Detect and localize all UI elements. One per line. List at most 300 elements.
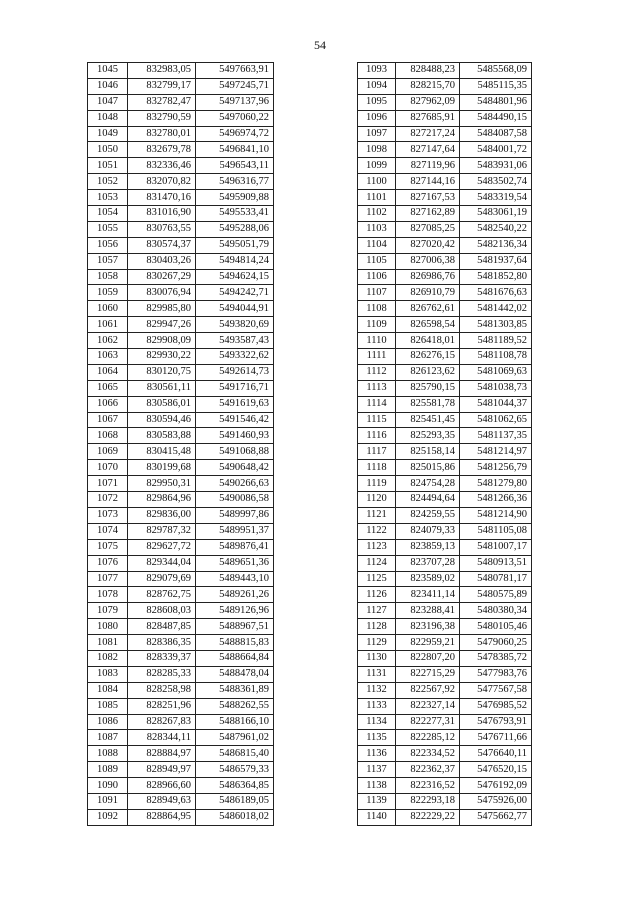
table-row: [358, 730, 532, 746]
table-row: [358, 682, 532, 698]
x-coordinate-cell: 822715,29: [396, 666, 460, 682]
x-coordinate-cell: 828864,95: [128, 809, 196, 825]
y-coordinate-cell: 5481279,80: [460, 476, 532, 492]
table-row: [358, 110, 532, 126]
point-number-cell: 1099: [358, 158, 396, 174]
y-coordinate-cell: 5490086,58: [196, 492, 274, 508]
x-coordinate-cell: 832070,82: [128, 174, 196, 190]
y-coordinate-cell: 5480105,46: [460, 619, 532, 635]
y-coordinate-cell: 5481069,63: [460, 364, 532, 380]
y-coordinate-cell: 5486189,05: [196, 793, 274, 809]
y-coordinate-cell: 5477567,58: [460, 682, 532, 698]
x-coordinate-cell: 829985,80: [128, 301, 196, 317]
x-coordinate-cell: 830120,75: [128, 364, 196, 380]
x-coordinate-cell: 828258,98: [128, 682, 196, 698]
point-number-cell: 1057: [88, 253, 128, 269]
x-coordinate-cell: 822334,52: [396, 746, 460, 762]
y-coordinate-cell: 5481303,85: [460, 317, 532, 333]
point-number-cell: 1122: [358, 523, 396, 539]
x-coordinate-cell: 822285,12: [396, 730, 460, 746]
table-row: [88, 571, 274, 587]
table-row: [358, 666, 532, 682]
y-coordinate-cell: 5488166,10: [196, 714, 274, 730]
point-number-cell: 1124: [358, 555, 396, 571]
table-row: [358, 746, 532, 762]
x-coordinate-cell: 830594,46: [128, 412, 196, 428]
x-coordinate-cell: 828386,35: [128, 635, 196, 651]
table-row: [88, 746, 274, 762]
table-row: [88, 507, 274, 523]
x-coordinate-cell: 829947,26: [128, 317, 196, 333]
y-coordinate-cell: 5475662,77: [460, 809, 532, 825]
point-number-cell: 1083: [88, 666, 128, 682]
table-row: [358, 317, 532, 333]
y-coordinate-cell: 5488262,55: [196, 698, 274, 714]
table-row: [358, 253, 532, 269]
table-row: [88, 158, 274, 174]
table-row: [358, 809, 532, 825]
point-number-cell: 1059: [88, 285, 128, 301]
table-row: [358, 460, 532, 476]
point-number-cell: 1106: [358, 269, 396, 285]
x-coordinate-cell: 828488,23: [396, 63, 460, 79]
y-coordinate-cell: 5494242,71: [196, 285, 274, 301]
y-coordinate-cell: 5493322,62: [196, 349, 274, 365]
y-coordinate-cell: 5484001,72: [460, 142, 532, 158]
y-coordinate-cell: 5489651,36: [196, 555, 274, 571]
x-coordinate-cell: 823411,14: [396, 587, 460, 603]
point-number-cell: 1076: [88, 555, 128, 571]
point-number-cell: 1045: [88, 63, 128, 79]
point-number-cell: 1115: [358, 412, 396, 428]
point-number-cell: 1134: [358, 714, 396, 730]
table-row: [88, 714, 274, 730]
table-row: [358, 380, 532, 396]
y-coordinate-cell: 5486018,02: [196, 809, 274, 825]
point-number-cell: 1074: [88, 523, 128, 539]
point-number-cell: 1091: [88, 793, 128, 809]
table-row: [88, 428, 274, 444]
table-row: [88, 698, 274, 714]
point-number-cell: 1140: [358, 809, 396, 825]
x-coordinate-cell: 826598,54: [396, 317, 460, 333]
table-row: [88, 396, 274, 412]
table-row: [88, 682, 274, 698]
y-coordinate-cell: 5481007,17: [460, 539, 532, 555]
point-number-cell: 1052: [88, 174, 128, 190]
y-coordinate-cell: 5495533,41: [196, 206, 274, 222]
y-coordinate-cell: 5480380,34: [460, 603, 532, 619]
y-coordinate-cell: 5491546,42: [196, 412, 274, 428]
point-number-cell: 1068: [88, 428, 128, 444]
table-row: [358, 778, 532, 794]
point-number-cell: 1050: [88, 142, 128, 158]
table-row: [358, 364, 532, 380]
table-row: [358, 507, 532, 523]
x-coordinate-cell: 824079,33: [396, 523, 460, 539]
x-coordinate-cell: 822327,14: [396, 698, 460, 714]
y-coordinate-cell: 5497137,96: [196, 94, 274, 110]
point-number-cell: 1137: [358, 762, 396, 778]
table-row: [358, 237, 532, 253]
table-row: [88, 206, 274, 222]
table-row: [358, 492, 532, 508]
table-row: [88, 539, 274, 555]
y-coordinate-cell: 5481676,63: [460, 285, 532, 301]
table-row: [88, 650, 274, 666]
table-row: [358, 762, 532, 778]
y-coordinate-cell: 5497245,71: [196, 78, 274, 94]
point-number-cell: 1081: [88, 635, 128, 651]
point-number-cell: 1130: [358, 650, 396, 666]
y-coordinate-cell: 5497060,22: [196, 110, 274, 126]
x-coordinate-cell: 827020,42: [396, 237, 460, 253]
point-number-cell: 1100: [358, 174, 396, 190]
y-coordinate-cell: 5481442,02: [460, 301, 532, 317]
table-row: [88, 555, 274, 571]
table-row: [88, 63, 274, 79]
x-coordinate-cell: 825158,14: [396, 444, 460, 460]
point-number-cell: 1058: [88, 269, 128, 285]
table-row: [358, 206, 532, 222]
point-number-cell: 1063: [88, 349, 128, 365]
table-row: [88, 476, 274, 492]
y-coordinate-cell: 5490266,63: [196, 476, 274, 492]
y-coordinate-cell: 5495909,88: [196, 190, 274, 206]
y-coordinate-cell: 5476985,52: [460, 698, 532, 714]
point-number-cell: 1103: [358, 221, 396, 237]
table-row: [358, 333, 532, 349]
point-number-cell: 1085: [88, 698, 128, 714]
x-coordinate-cell: 832790,59: [128, 110, 196, 126]
x-coordinate-cell: 822807,20: [396, 650, 460, 666]
point-number-cell: 1056: [88, 237, 128, 253]
y-coordinate-cell: 5476640,11: [460, 746, 532, 762]
point-number-cell: 1139: [358, 793, 396, 809]
table-row: [88, 635, 274, 651]
y-coordinate-cell: 5489443,10: [196, 571, 274, 587]
y-coordinate-cell: 5496841,10: [196, 142, 274, 158]
point-number-cell: 1110: [358, 333, 396, 349]
table-row: [88, 793, 274, 809]
x-coordinate-cell: 827085,25: [396, 221, 460, 237]
table-row: [358, 126, 532, 142]
x-coordinate-cell: 825790,15: [396, 380, 460, 396]
point-number-cell: 1116: [358, 428, 396, 444]
point-number-cell: 1088: [88, 746, 128, 762]
point-number-cell: 1055: [88, 221, 128, 237]
y-coordinate-cell: 5494044,91: [196, 301, 274, 317]
point-number-cell: 1119: [358, 476, 396, 492]
table-row: [88, 523, 274, 539]
y-coordinate-cell: 5496543,11: [196, 158, 274, 174]
x-coordinate-cell: 828762,75: [128, 587, 196, 603]
y-coordinate-cell: 5481062,65: [460, 412, 532, 428]
table-row: [88, 730, 274, 746]
table-row: [88, 78, 274, 94]
y-coordinate-cell: 5483061,19: [460, 206, 532, 222]
x-coordinate-cell: 828344,11: [128, 730, 196, 746]
y-coordinate-cell: 5481214,90: [460, 507, 532, 523]
table-row: [88, 333, 274, 349]
x-coordinate-cell: 822362,37: [396, 762, 460, 778]
x-coordinate-cell: 829787,32: [128, 523, 196, 539]
table-row: [88, 190, 274, 206]
y-coordinate-cell: 5481137,35: [460, 428, 532, 444]
table-row: [358, 587, 532, 603]
point-number-cell: 1118: [358, 460, 396, 476]
y-coordinate-cell: 5478385,72: [460, 650, 532, 666]
table-row: [358, 94, 532, 110]
y-coordinate-cell: 5484087,58: [460, 126, 532, 142]
y-coordinate-cell: 5488967,51: [196, 619, 274, 635]
x-coordinate-cell: 828884,97: [128, 746, 196, 762]
point-number-cell: 1082: [88, 650, 128, 666]
point-number-cell: 1046: [88, 78, 128, 94]
point-number-cell: 1064: [88, 364, 128, 380]
table-row: [88, 94, 274, 110]
point-number-cell: 1131: [358, 666, 396, 682]
x-coordinate-cell: 830574,37: [128, 237, 196, 253]
point-number-cell: 1066: [88, 396, 128, 412]
table-row: [358, 635, 532, 651]
point-number-cell: 1107: [358, 285, 396, 301]
table-row: [358, 78, 532, 94]
point-number-cell: 1072: [88, 492, 128, 508]
point-number-cell: 1067: [88, 412, 128, 428]
y-coordinate-cell: 5481044,37: [460, 396, 532, 412]
point-number-cell: 1112: [358, 364, 396, 380]
y-coordinate-cell: 5486815,40: [196, 746, 274, 762]
table-row: [88, 762, 274, 778]
y-coordinate-cell: 5484801,96: [460, 94, 532, 110]
point-number-cell: 1075: [88, 539, 128, 555]
point-number-cell: 1117: [358, 444, 396, 460]
table-row: [358, 396, 532, 412]
y-coordinate-cell: 5489261,26: [196, 587, 274, 603]
point-number-cell: 1053: [88, 190, 128, 206]
x-coordinate-cell: 828487,85: [128, 619, 196, 635]
x-coordinate-cell: 828285,33: [128, 666, 196, 682]
y-coordinate-cell: 5496316,77: [196, 174, 274, 190]
coordinates-table-left: [87, 62, 274, 826]
y-coordinate-cell: 5488361,89: [196, 682, 274, 698]
x-coordinate-cell: 827006,38: [396, 253, 460, 269]
point-number-cell: 1138: [358, 778, 396, 794]
x-coordinate-cell: 832782,47: [128, 94, 196, 110]
point-number-cell: 1089: [88, 762, 128, 778]
x-coordinate-cell: 826276,15: [396, 349, 460, 365]
y-coordinate-cell: 5480575,89: [460, 587, 532, 603]
y-coordinate-cell: 5485115,35: [460, 78, 532, 94]
x-coordinate-cell: 827685,91: [396, 110, 460, 126]
x-coordinate-cell: 832799,17: [128, 78, 196, 94]
x-coordinate-cell: 829079,69: [128, 571, 196, 587]
point-number-cell: 1060: [88, 301, 128, 317]
point-number-cell: 1062: [88, 333, 128, 349]
y-coordinate-cell: 5481256,79: [460, 460, 532, 476]
table-row: [88, 412, 274, 428]
table-row: [88, 174, 274, 190]
x-coordinate-cell: 826418,01: [396, 333, 460, 349]
table-row: [88, 619, 274, 635]
point-number-cell: 1129: [358, 635, 396, 651]
point-number-cell: 1093: [358, 63, 396, 79]
x-coordinate-cell: 824494,64: [396, 492, 460, 508]
y-coordinate-cell: 5481189,52: [460, 333, 532, 349]
y-coordinate-cell: 5489951,37: [196, 523, 274, 539]
x-coordinate-cell: 826986,76: [396, 269, 460, 285]
x-coordinate-cell: 826910,79: [396, 285, 460, 301]
x-coordinate-cell: 827962,09: [396, 94, 460, 110]
table-row: [358, 142, 532, 158]
x-coordinate-cell: 828966,60: [128, 778, 196, 794]
x-coordinate-cell: 822229,22: [396, 809, 460, 825]
y-coordinate-cell: 5476711,66: [460, 730, 532, 746]
y-coordinate-cell: 5494624,15: [196, 269, 274, 285]
table-row: [358, 174, 532, 190]
x-coordinate-cell: 830076,94: [128, 285, 196, 301]
table-row: [358, 428, 532, 444]
point-number-cell: 1061: [88, 317, 128, 333]
x-coordinate-cell: 825015,86: [396, 460, 460, 476]
table-row: [358, 349, 532, 365]
y-coordinate-cell: 5489876,41: [196, 539, 274, 555]
table-row: [358, 444, 532, 460]
x-coordinate-cell: 828949,97: [128, 762, 196, 778]
y-coordinate-cell: 5491068,88: [196, 444, 274, 460]
x-coordinate-cell: 829836,00: [128, 507, 196, 523]
y-coordinate-cell: 5486364,85: [196, 778, 274, 794]
x-coordinate-cell: 830586,01: [128, 396, 196, 412]
y-coordinate-cell: 5476192,09: [460, 778, 532, 794]
point-number-cell: 1102: [358, 206, 396, 222]
x-coordinate-cell: 830199,68: [128, 460, 196, 476]
y-coordinate-cell: 5476793,91: [460, 714, 532, 730]
table-row: [358, 412, 532, 428]
table-row: [358, 539, 532, 555]
x-coordinate-cell: 827217,24: [396, 126, 460, 142]
x-coordinate-cell: 827147,64: [396, 142, 460, 158]
table-row: [88, 666, 274, 682]
x-coordinate-cell: 828608,03: [128, 603, 196, 619]
table-row: [358, 190, 532, 206]
y-coordinate-cell: 5491716,71: [196, 380, 274, 396]
y-coordinate-cell: 5494814,24: [196, 253, 274, 269]
table-row: [358, 793, 532, 809]
y-coordinate-cell: 5481105,08: [460, 523, 532, 539]
y-coordinate-cell: 5491460,93: [196, 428, 274, 444]
point-number-cell: 1123: [358, 539, 396, 555]
table-row: [358, 158, 532, 174]
point-number-cell: 1121: [358, 507, 396, 523]
table-row: [88, 444, 274, 460]
point-number-cell: 1113: [358, 380, 396, 396]
point-number-cell: 1079: [88, 603, 128, 619]
x-coordinate-cell: 829930,22: [128, 349, 196, 365]
point-number-cell: 1126: [358, 587, 396, 603]
x-coordinate-cell: 822959,21: [396, 635, 460, 651]
x-coordinate-cell: 828251,96: [128, 698, 196, 714]
table-row: [358, 301, 532, 317]
x-coordinate-cell: 829344,04: [128, 555, 196, 571]
y-coordinate-cell: 5480781,17: [460, 571, 532, 587]
point-number-cell: 1086: [88, 714, 128, 730]
y-coordinate-cell: 5489997,86: [196, 507, 274, 523]
point-number-cell: 1047: [88, 94, 128, 110]
x-coordinate-cell: 830583,88: [128, 428, 196, 444]
point-number-cell: 1135: [358, 730, 396, 746]
x-coordinate-cell: 825293,35: [396, 428, 460, 444]
table-row: [88, 778, 274, 794]
y-coordinate-cell: 5487961,02: [196, 730, 274, 746]
table-row: [88, 317, 274, 333]
y-coordinate-cell: 5475926,00: [460, 793, 532, 809]
table-row: [358, 221, 532, 237]
y-coordinate-cell: 5497663,91: [196, 63, 274, 79]
point-number-cell: 1051: [88, 158, 128, 174]
x-coordinate-cell: 824754,28: [396, 476, 460, 492]
x-coordinate-cell: 822293,18: [396, 793, 460, 809]
table-row: [358, 619, 532, 635]
x-coordinate-cell: 827119,96: [396, 158, 460, 174]
point-number-cell: 1078: [88, 587, 128, 603]
x-coordinate-cell: 826762,61: [396, 301, 460, 317]
x-coordinate-cell: 830415,48: [128, 444, 196, 460]
y-coordinate-cell: 5484490,15: [460, 110, 532, 126]
point-number-cell: 1098: [358, 142, 396, 158]
y-coordinate-cell: 5490648,42: [196, 460, 274, 476]
point-number-cell: 1090: [88, 778, 128, 794]
x-coordinate-cell: 829864,96: [128, 492, 196, 508]
point-number-cell: 1069: [88, 444, 128, 460]
y-coordinate-cell: 5480913,51: [460, 555, 532, 571]
x-coordinate-cell: 826123,62: [396, 364, 460, 380]
y-coordinate-cell: 5483319,54: [460, 190, 532, 206]
x-coordinate-cell: 828215,70: [396, 78, 460, 94]
table-row: [88, 142, 274, 158]
y-coordinate-cell: 5481108,78: [460, 349, 532, 365]
table-row: [88, 237, 274, 253]
x-coordinate-cell: 823288,41: [396, 603, 460, 619]
table-row: [358, 571, 532, 587]
x-coordinate-cell: 825581,78: [396, 396, 460, 412]
y-coordinate-cell: 5481214,97: [460, 444, 532, 460]
y-coordinate-cell: 5476520,15: [460, 762, 532, 778]
y-coordinate-cell: 5488478,04: [196, 666, 274, 682]
point-number-cell: 1054: [88, 206, 128, 222]
y-coordinate-cell: 5483931,06: [460, 158, 532, 174]
table-row: [358, 269, 532, 285]
x-coordinate-cell: 823196,38: [396, 619, 460, 635]
x-coordinate-cell: 825451,45: [396, 412, 460, 428]
point-number-cell: 1109: [358, 317, 396, 333]
y-coordinate-cell: 5485568,09: [460, 63, 532, 79]
point-number-cell: 1094: [358, 78, 396, 94]
y-coordinate-cell: 5492614,73: [196, 364, 274, 380]
x-coordinate-cell: 830763,55: [128, 221, 196, 237]
y-coordinate-cell: 5493587,43: [196, 333, 274, 349]
table-row: [88, 364, 274, 380]
y-coordinate-cell: 5488664,84: [196, 650, 274, 666]
point-number-cell: 1092: [88, 809, 128, 825]
point-number-cell: 1071: [88, 476, 128, 492]
table-row: [88, 587, 274, 603]
point-number-cell: 1080: [88, 619, 128, 635]
point-number-cell: 1127: [358, 603, 396, 619]
x-coordinate-cell: 822277,31: [396, 714, 460, 730]
y-coordinate-cell: 5482540,22: [460, 221, 532, 237]
